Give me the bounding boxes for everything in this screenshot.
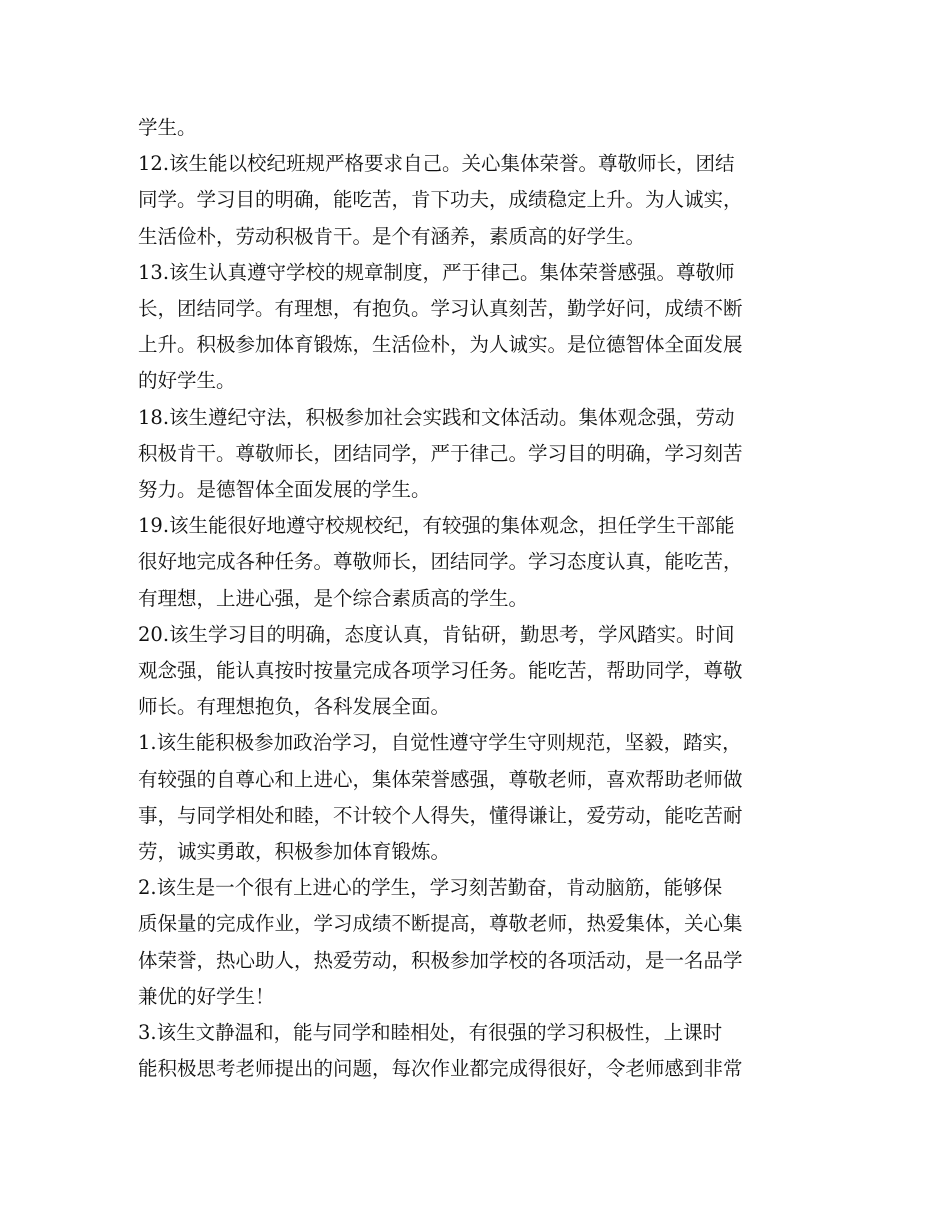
text-line: 同学。学习目的明确，能吃苦，肯下功夫，成绩稳定上升。为人诚实，	[138, 188, 743, 212]
text-line: 12.该生能以校纪班规严格要求自己。关心集体荣誉。尊敬师长，团结	[138, 152, 735, 176]
text-line: 2.该生是一个很有上进心的学生，学习刻苦勤奋，肯动脑筋，能够保	[138, 876, 723, 900]
text-line: 有理想，上进心强，是个综合素质高的学生。	[138, 586, 529, 610]
text-line: 19.该生能很好地遵守校规校纪，有较强的集体观念，担任学生干部能	[138, 514, 735, 538]
text-line: 事，与同学相处和睦，不计较个人得失，懂得谦让，爱劳动，能吃苦耐	[138, 803, 743, 827]
text-line: 质保量的完成作业，学习成绩不断提高，尊敬老师，热爱集体，关心集	[138, 912, 743, 936]
text-line: 20.该生学习目的明确，态度认真，肯钻研，勤思考，学风踏实。时间	[138, 622, 735, 646]
text-line: 长，团结同学。有理想，有抱负。学习认真刻苦，勤学好问，成绩不断	[138, 297, 743, 321]
text-line: 体荣誉，热心助人，热爱劳动，积极参加学校的各项活动，是一名品学	[138, 948, 743, 972]
text-line: 观念强，能认真按时按量完成各项学习任务。能吃苦，帮助同学，尊敬	[138, 659, 743, 683]
text-line: 有较强的自尊心和上进心，集体荣誉感强，尊敬老师，喜欢帮助老师做	[138, 767, 743, 791]
text-line: 能积极思考老师提出的问题，每次作业都完成得很好，令老师感到非常	[138, 1057, 743, 1081]
text-line: 很好地完成各种任务。尊敬师长，团结同学。学习态度认真，能吃苦，	[138, 550, 743, 574]
text-line: 学生。	[138, 116, 197, 139]
text-line: 努力。是德智体全面发展的学生。	[138, 478, 431, 502]
text-line: 积极肯干。尊敬师长，团结同学，严于律己。学习目的明确，学习刻苦	[138, 441, 743, 465]
text-line: 3.该生文静温和，能与同学和睦相处，有很强的学习积极性，上课时	[138, 1021, 723, 1045]
text-line: 劳，诚实勇敢，积极参加体育锻炼。	[138, 840, 451, 864]
text-line: 生活俭朴，劳动积极肯干。是个有涵养，素质高的好学生。	[138, 224, 646, 248]
text-line: 上升。积极参加体育锻炼，生活俭朴，为人诚实。是位德智体全面发展	[138, 333, 743, 357]
text-line: 18.该生遵纪守法，积极参加社会实践和文体活动。集体观念强，劳动	[138, 405, 735, 429]
document-body	[138, 110, 828, 1087]
text-line: 1.该生能积极参加政治学习，自觉性遵守学生守则规范，坚毅，踏实，	[138, 731, 742, 755]
text-line: 师长。有理想抱负，各科发展全面。	[138, 695, 451, 719]
text-line: 兼优的好学生！	[138, 984, 275, 1008]
text-line: 13.该生认真遵守学校的规章制度，严于律己。集体荣誉感强。尊敬师	[138, 260, 735, 284]
text-line: 的好学生。	[138, 369, 236, 393]
